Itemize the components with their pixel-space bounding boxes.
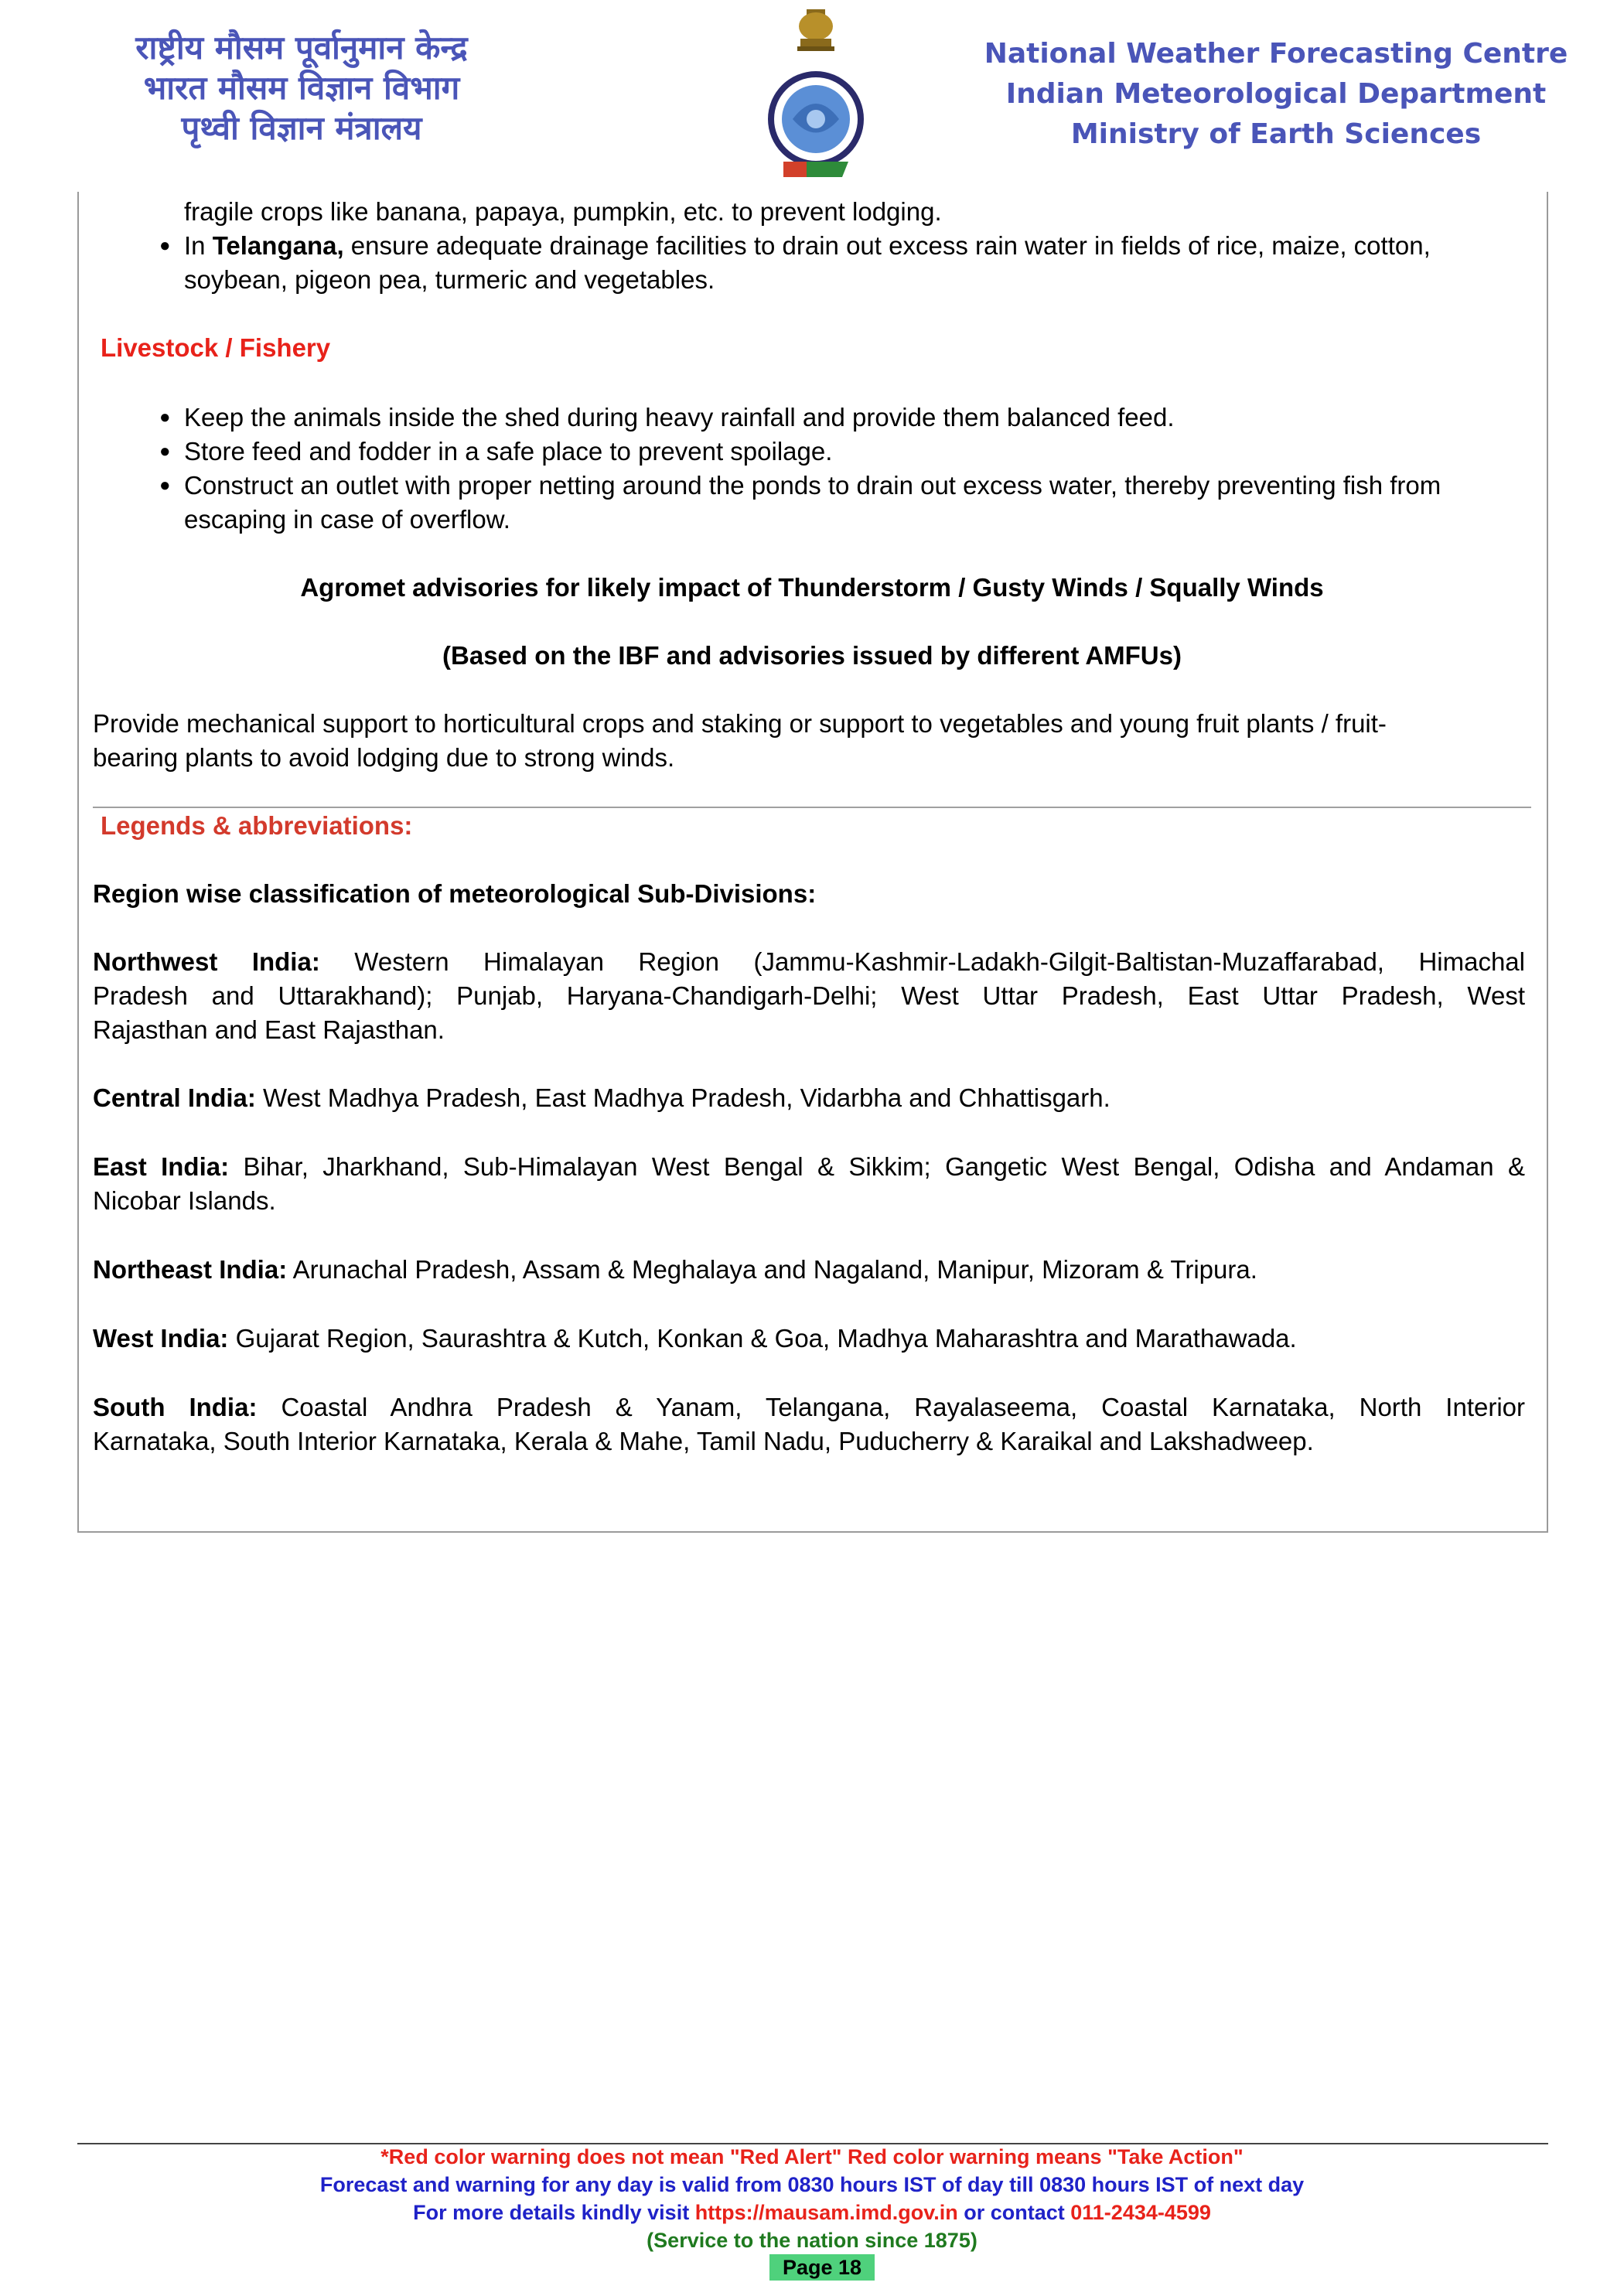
region-northwest-line2: Pradesh and Uttarakhand); Punjab, Haryana-Chandigarh-Delhi; West Uttar Pradesh, East Uttar Pradesh, West: [93, 981, 1525, 1010]
region-text: Western Himalayan Region (Jammu-Kashmir-Ladakh-Gilgit-Baltistan-Muzaffarabad, Himachal: [354, 947, 1525, 976]
region-label: Northwest India:: [93, 947, 320, 976]
hindi-title-line: पृथ्वी विज्ञान मंत्रालय: [181, 109, 422, 147]
region-text: Arunachal Pradesh, Assam & Meghalaya and Nagaland, Manipur, Mizoram & Tripura.: [292, 1255, 1257, 1284]
telangana-advisory-line2: soybean, pigeon pea, turmeric and vegetables.: [184, 265, 715, 294]
region-text: West Madhya Pradesh, East Madhya Pradesh, Vidarbha and Chhattisgarh.: [263, 1083, 1111, 1112]
region-northeast: [93, 1253, 1257, 1287]
livestock-item: Store feed and fodder in a safe place to prevent spoilage.: [184, 437, 833, 466]
telangana-advisory: [184, 229, 1431, 263]
telangana-prefix: In: [184, 231, 213, 260]
thunderstorm-advisory-line: Provide mechanical support to horticultural crops and staking or support to vegetables and young fruit plants / fruit-: [93, 709, 1387, 738]
livestock-heading: Livestock / Fishery: [101, 333, 331, 362]
english-title-line: Ministry of Earth Sciences: [1070, 118, 1482, 150]
region-label: West India:: [93, 1324, 229, 1353]
english-title-line: National Weather Forecasting Centre: [984, 38, 1568, 70]
contact-note: [0, 2199, 1624, 2226]
thunderstorm-title: Agromet advisories for likely impact of Thunderstorm / Gusty Winds / Squally Winds: [300, 573, 1324, 602]
region-label: East India:: [93, 1152, 230, 1181]
bullet-icon: ●: [159, 235, 171, 256]
telangana-label: Telangana,: [212, 231, 344, 260]
livestock-item: Keep the animals inside the shed during heavy rainfall and provide them balanced feed.: [184, 403, 1175, 432]
region-label: South India:: [93, 1393, 258, 1421]
region-east-line2: Nicobar Islands.: [93, 1186, 276, 1215]
thunderstorm-subtitle: (Based on the IBF and advisories issued by different AMFUs): [442, 641, 1182, 670]
contact-prefix: For more details kindly visit: [413, 2201, 695, 2224]
livestock-item: Construct an outlet with proper netting around the ponds to drain out excess water, thereby preventing fish from: [184, 471, 1441, 500]
thunderstorm-advisory-line: bearing plants to avoid lodging due to strong winds.: [93, 743, 675, 772]
hindi-title-block: [93, 28, 510, 148]
imd-emblem-logo: [762, 3, 870, 185]
telangana-text: ensure adequate drainage facilities to drain out excess rain water in fields of rice, maize, cotton,: [343, 231, 1431, 260]
hindi-title-line: भारत मौसम विज्ञान विभाग: [143, 69, 460, 107]
red-warning-note: *Red color warning does not mean "Red Alert" Red color warning means "Take Action": [380, 2145, 1244, 2168]
region-text: Gujarat Region, Saurashtra & Kutch, Konkan & Goa, Madhya Maharashtra and Marathawada.: [235, 1324, 1297, 1353]
service-note: (Service to the nation since 1875): [647, 2229, 977, 2252]
region-northwest: [93, 945, 1525, 979]
emblem-icon: [762, 3, 870, 185]
hindi-title-line: राष्ट्रीय मौसम पूर्वानुमान केन्द्र: [135, 29, 468, 67]
region-label: Central India:: [93, 1083, 256, 1112]
crop-continued-line: fragile crops like banana, papaya, pumpkin, etc. to prevent lodging.: [184, 197, 942, 226]
region-south-line2: Karnataka, South Interior Karnataka, Kerala & Mahe, Tamil Nadu, Puducherry & Karaikal and Lakshadweep.: [93, 1427, 1314, 1455]
livestock-item-line2: escaping in case of overflow.: [184, 505, 510, 534]
website-link[interactable]: https://mausam.imd.gov.in: [694, 2201, 958, 2224]
region-text: Bihar, Jharkhand, Sub-Himalayan West Bengal & Sikkim; Gangetic West Bengal, Odisha and Andaman &: [243, 1152, 1526, 1181]
section-divider: [93, 807, 1531, 808]
english-title-line: Indian Meteorological Department: [1005, 78, 1547, 110]
english-title-block: [982, 34, 1570, 155]
region-central: [93, 1081, 1111, 1115]
bullet-icon: ●: [159, 407, 171, 428]
region-east: [93, 1150, 1525, 1184]
region-heading: Region wise classification of meteorological Sub-Divisions:: [93, 879, 817, 908]
bullet-icon: ●: [159, 441, 171, 462]
contact-mid: or contact: [957, 2201, 1071, 2224]
legends-heading: Legends & abbreviations:: [101, 811, 413, 840]
region-label: Northeast India:: [93, 1255, 288, 1284]
contact-phone: 011-2434-4599: [1070, 2201, 1211, 2224]
region-text: Coastal Andhra Pradesh & Yanam, Telangana, Rayalaseema, Coastal Karnataka, North Interior: [281, 1393, 1526, 1421]
validity-note: Forecast and warning for any day is valid from 0830 hours IST of day till 0830 hours IST of next day: [319, 2173, 1305, 2196]
region-northwest-line3: Rajasthan and East Rajasthan.: [93, 1015, 445, 1044]
bullet-icon: ●: [159, 475, 171, 496]
region-south: [93, 1390, 1525, 1424]
region-west: [93, 1322, 1297, 1356]
page-number-badge: Page 18: [769, 2254, 875, 2281]
